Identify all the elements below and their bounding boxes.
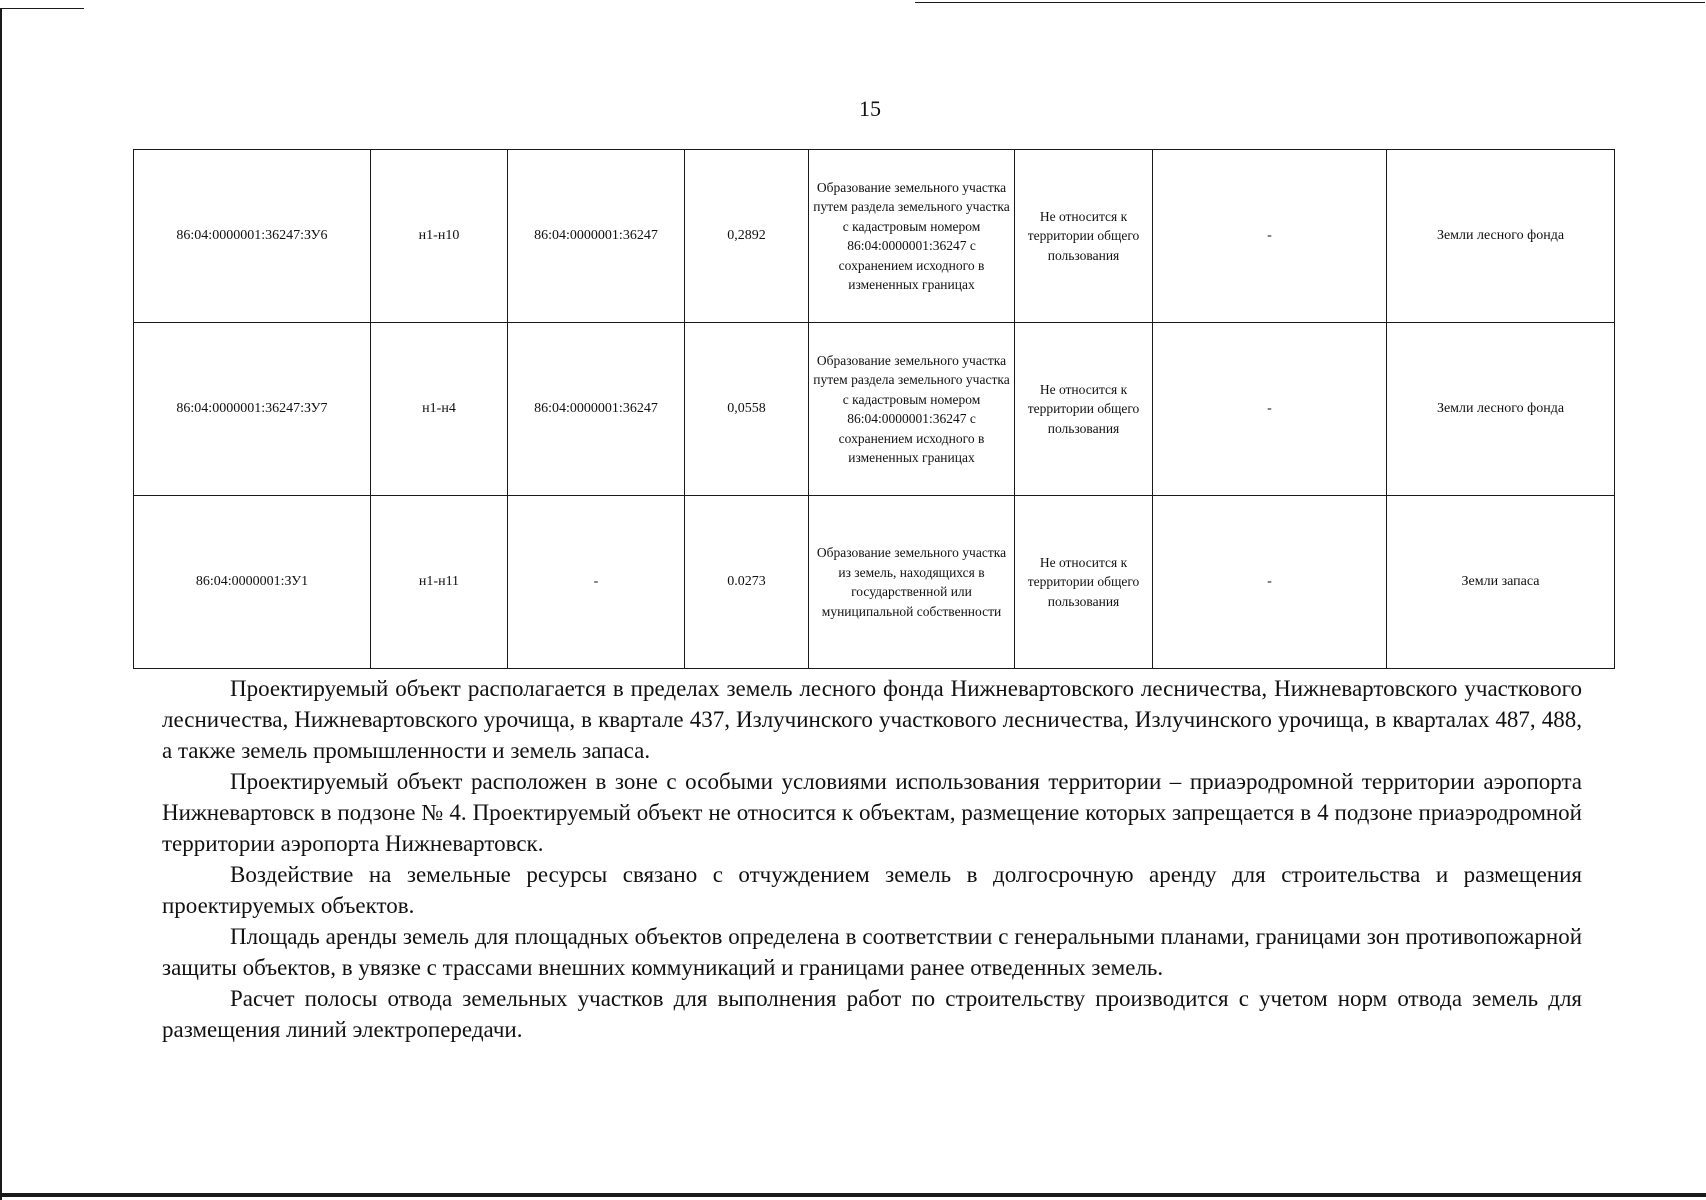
paragraph-land-impact: Воздействие на земельные ресурсы связано с отчуждением земель в долгосрочную аренду для строительства и размещения проектируемых объектов. [162, 862, 1582, 918]
source-parcel-cell: 86:04:0000001:36247 [508, 323, 685, 496]
dash-cell: - [1153, 496, 1387, 669]
table-row [134, 150, 1615, 323]
formation-method-cell: Образование земельного участка путем раздела земельного участка с кадастровым номером 86:04:0000001:36247 с сохранением исходного в измененных границах [809, 150, 1015, 323]
public-use-cell: Не относится к территории общего пользования [1015, 150, 1153, 323]
land-category-cell: Земли лесного фонда [1387, 323, 1615, 496]
scan-border-top-left [0, 8, 84, 9]
boundary-points-cell: н1-н11 [371, 496, 508, 669]
scan-border-top-right [915, 2, 1705, 3]
scan-border-bottom [0, 1193, 1706, 1197]
paragraph-location: Проектируемый объект располагается в пределах земель лесного фонда Нижневартовского лесничества, Нижневартовского участкового лесничества, Нижневартовского урочища, в квартале 437, Излучинского участкового лесничества, Излучинского урочища, в кварталах 487, 488, а также земель промышленности и земель запаса. [162, 676, 1582, 763]
scan-border-left [0, 8, 2, 1200]
public-use-cell: Не относится к территории общего пользования [1015, 323, 1153, 496]
area-cell: 0,2892 [685, 150, 809, 323]
page-number: 15 [859, 96, 881, 121]
cadastral-number-cell: 86:04:0000001:36247:ЗУ6 [134, 150, 371, 323]
formation-method-cell: Образование земельного участка путем раздела земельного участка с кадастровым номером 86:04:0000001:36247 с сохранением исходного в измененных границах [809, 323, 1015, 496]
paragraph-right-of-way: Расчет полосы отвода земельных участков для выполнения работ по строительству производится с учетом норм отвода земель для размещения линий электропередачи. [162, 986, 1582, 1042]
formation-method-cell: Образование земельного участка из земель, находящихся в государственной или муниципальной собственности [809, 496, 1015, 669]
paragraph-airport-zone: Проектируемый объект расположен в зоне с особыми условиями использования территории – приаэродромной территории аэропорта Нижневартовск в подзоне № 4. Проектируемый объект не относится к объектам, размещение которых запрещается в 4 подзоне приаэродромной территории аэропорта Нижневартовск. [162, 769, 1582, 856]
table-row [134, 496, 1615, 669]
boundary-points-cell: н1-н4 [371, 323, 508, 496]
area-cell: 0,0558 [685, 323, 809, 496]
body-text [162, 673, 1582, 1045]
source-parcel-cell: 86:04:0000001:36247 [508, 150, 685, 323]
public-use-cell: Не относится к территории общего пользования [1015, 496, 1153, 669]
table-row [134, 323, 1615, 496]
boundary-points-cell: н1-н10 [371, 150, 508, 323]
area-cell: 0.0273 [685, 496, 809, 669]
dash-cell: - [1153, 150, 1387, 323]
land-category-cell: Земли запаса [1387, 496, 1615, 669]
source-parcel-cell: - [508, 496, 685, 669]
land-category-cell: Земли лесного фонда [1387, 150, 1615, 323]
cadastral-number-cell: 86:04:0000001:36247:ЗУ7 [134, 323, 371, 496]
dash-cell: - [1153, 323, 1387, 496]
cadastral-number-cell: 86:04:0000001:ЗУ1 [134, 496, 371, 669]
paragraph-lease-area: Площадь аренды земель для площадных объектов определена в соответствии с генеральными планами, границами зон противопожарной защиты объектов, в увязке с трассами внешних коммуникаций и границами ранее отведенных земель. [162, 924, 1582, 980]
land-parcels-table [133, 149, 1615, 669]
